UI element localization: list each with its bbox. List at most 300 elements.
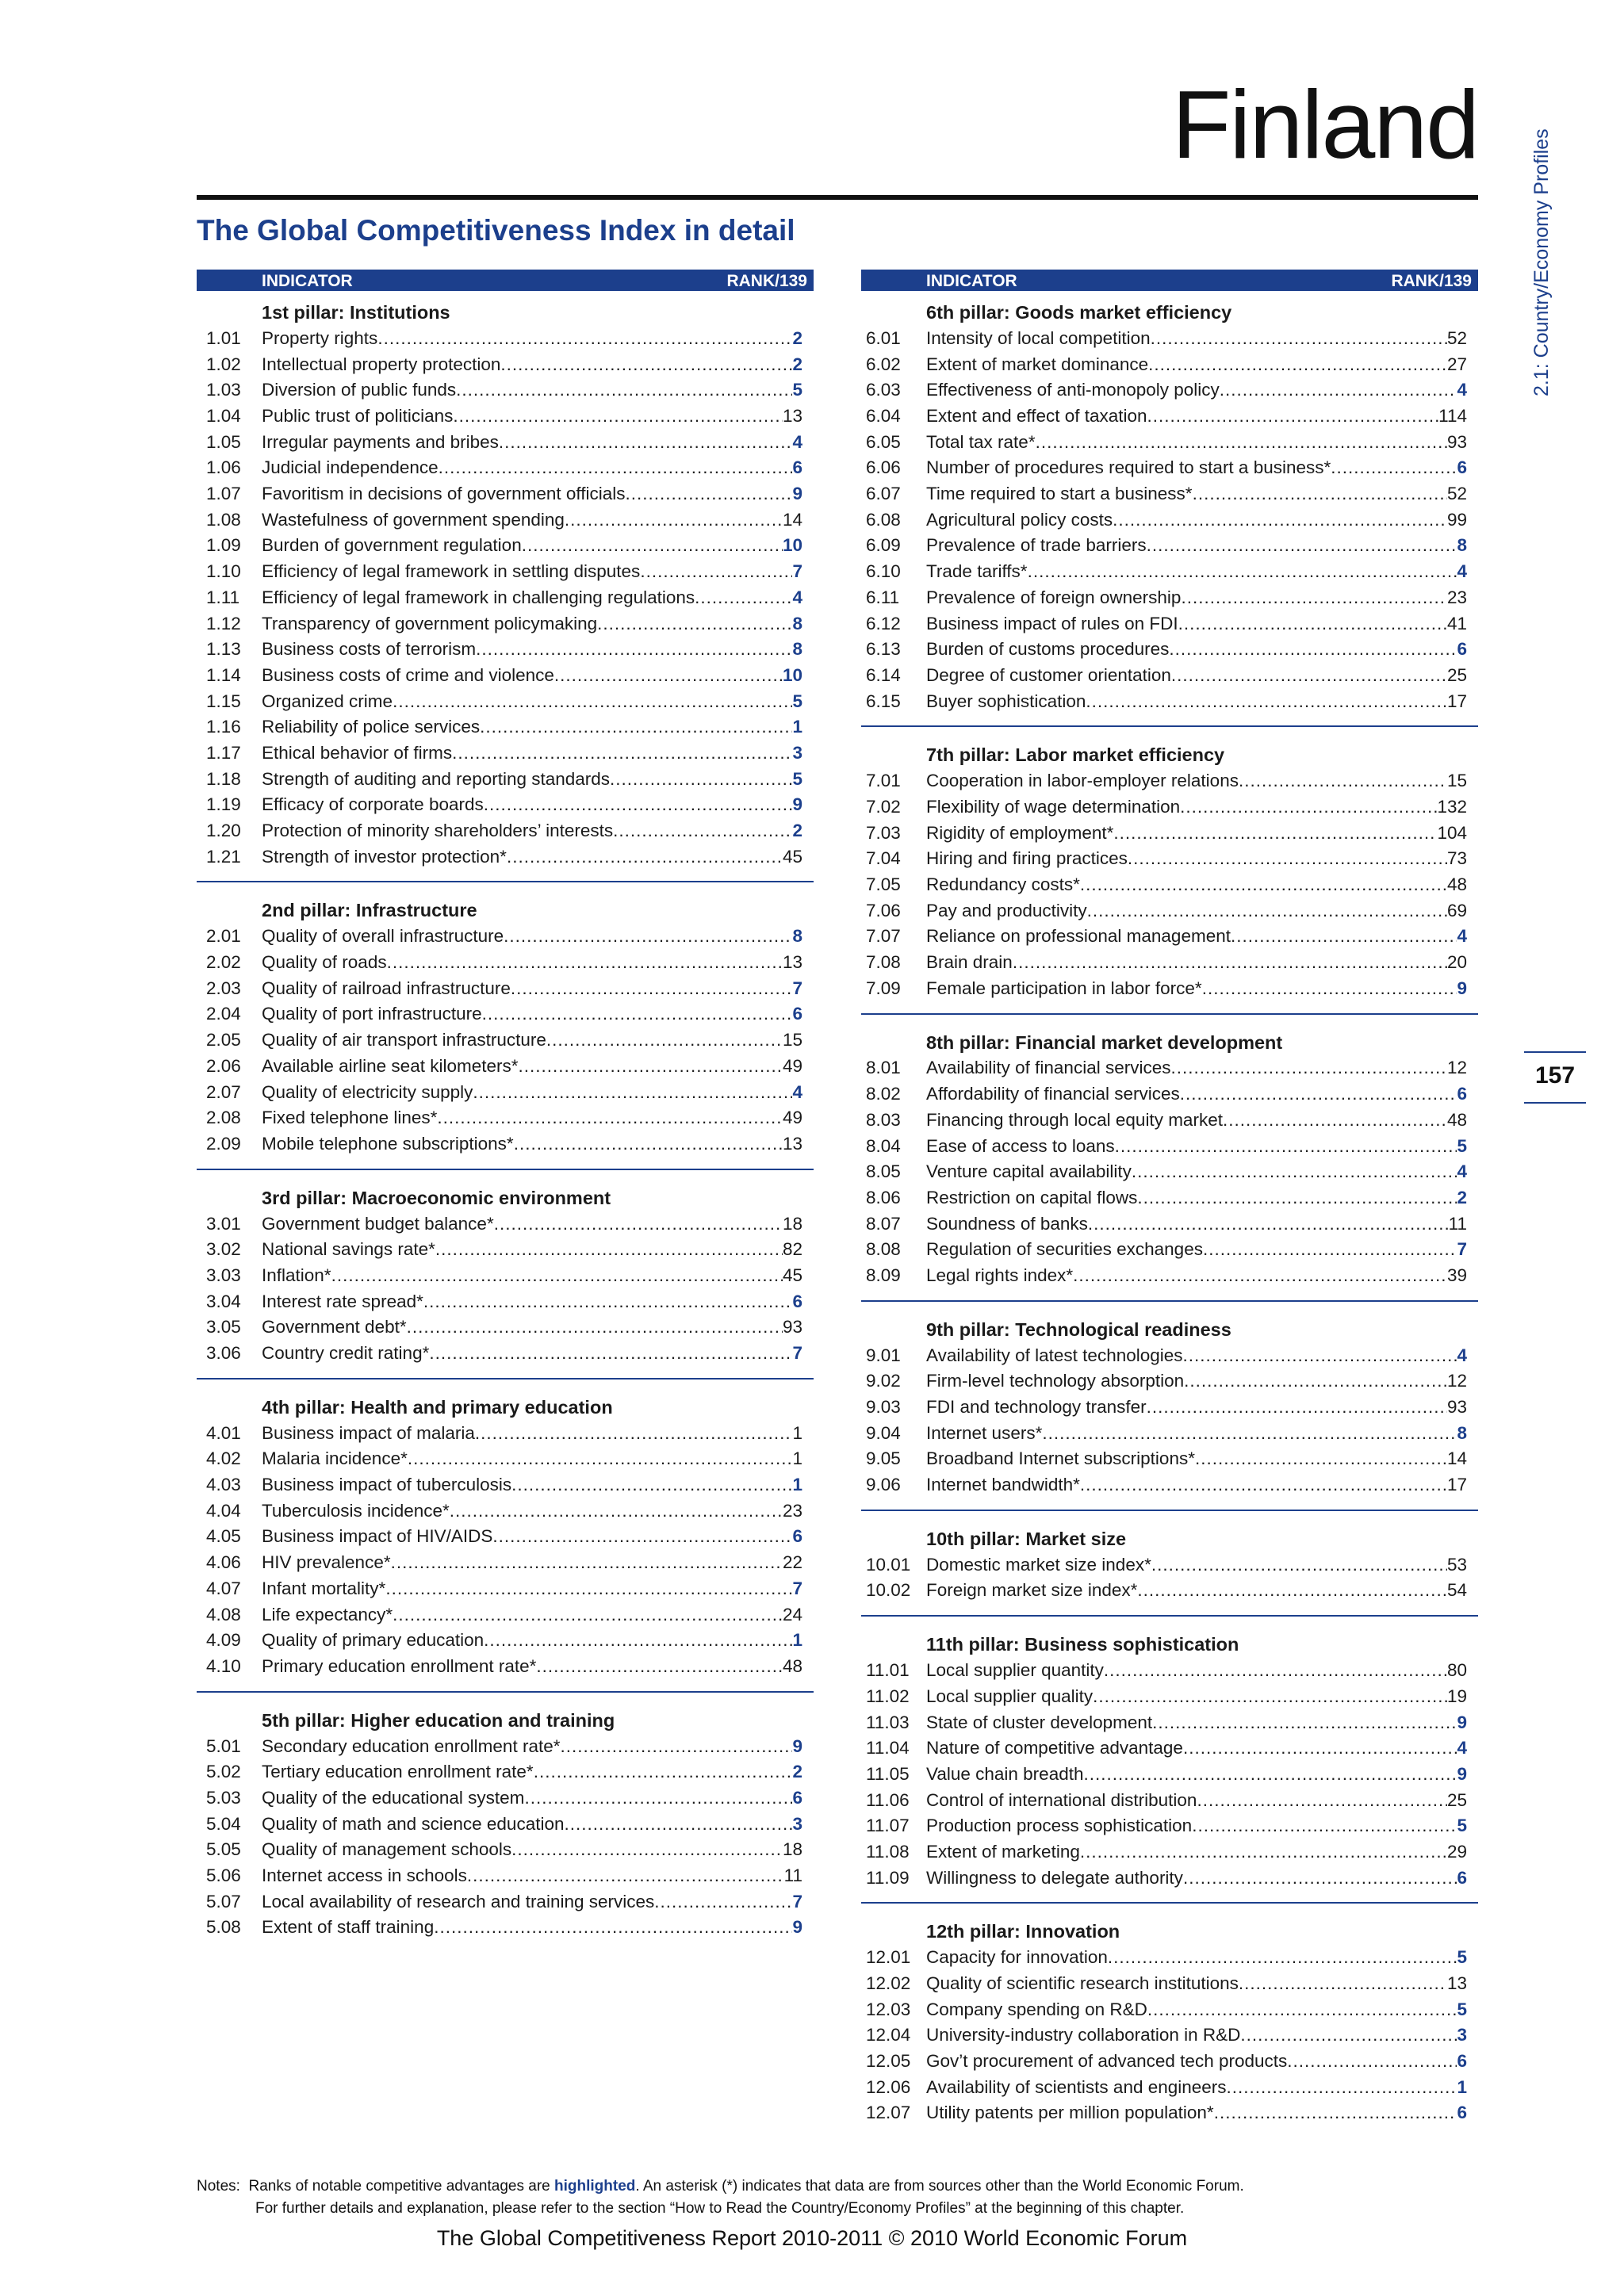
indicator-row: [197, 1002, 814, 1028]
dot-leader: [456, 377, 792, 404]
indicator-row: [197, 844, 814, 871]
indicator-name: Local supplier quantity: [926, 1660, 1104, 1681]
indicator-name: Willingness to delegate authority: [926, 1867, 1183, 1888]
indicator-rank: 41: [1446, 613, 1467, 633]
indicator-row: [197, 1525, 814, 1551]
dot-leader: [1147, 1997, 1457, 2023]
indicator-name: Pay and productivity: [926, 900, 1087, 920]
indicator-rank: 7: [792, 1343, 802, 1364]
indicator-number: 11.02: [866, 1686, 910, 1706]
indicator-name: Company spending on R&D: [926, 1999, 1147, 2019]
indicator-row: [861, 1578, 1478, 1605]
indicator-rank: 23: [782, 1500, 802, 1521]
indicator-number: 1.12: [206, 613, 241, 633]
indicator-number: 7.01: [866, 771, 901, 791]
indicator-rank: 53: [1446, 1554, 1467, 1575]
dot-leader: [1203, 1237, 1457, 1263]
indicator-rank: 6: [792, 1787, 802, 1808]
indicator-name: Time required to start a business*: [926, 484, 1193, 504]
indicator-rank: 13: [1446, 1973, 1467, 1994]
pillar-section: [861, 1510, 1478, 1604]
indicator-rank: 4: [792, 1081, 802, 1102]
indicator-rank: 6: [1457, 1084, 1467, 1104]
indicator-row: [861, 455, 1478, 481]
indicator-rank: 14: [782, 509, 802, 530]
indicator-number: 1.05: [206, 431, 241, 452]
indicator-number: 6.10: [866, 561, 901, 582]
indicator-rank: 17: [1446, 1475, 1467, 1495]
indicator-row: [197, 1080, 814, 1106]
dot-leader: [610, 767, 792, 793]
indicator-name: Value chain breadth: [926, 1763, 1084, 1784]
indicator-row: [861, 689, 1478, 715]
notes-text-pre: Ranks of notable competitive advantages are: [248, 2178, 550, 2195]
dot-leader: [1147, 1395, 1447, 1421]
indicator-row: [197, 1105, 814, 1131]
indicator-number: 5.05: [206, 1839, 241, 1860]
indicator-row: [861, 846, 1478, 872]
indicator-name: Business impact of malaria: [262, 1422, 475, 1443]
pillar-section: [861, 291, 1478, 714]
indicator-row: [861, 1159, 1478, 1185]
indicator-name: Local availability of research and training services: [262, 1891, 655, 1911]
indicator-row: [861, 2101, 1478, 2127]
dot-leader: [482, 1001, 793, 1027]
indicator-rank: 6: [792, 1004, 802, 1024]
dot-leader: [434, 1915, 792, 1941]
dot-leader: [1214, 2100, 1457, 2126]
header-rank: RANK/139: [726, 272, 807, 290]
page-footer: The Global Competitiveness Report 2010-2011 © 2010 World Economic Forum: [436, 2226, 1188, 2250]
page-number: 157: [1534, 1062, 1576, 1089]
indicator-row: [197, 689, 814, 715]
indicator-name: Utility patents per million population*: [926, 2103, 1214, 2123]
indicator-row: [197, 1628, 814, 1654]
dot-leader: [467, 1863, 784, 1889]
indicator-number: 6.06: [866, 457, 901, 478]
indicator-row: [197, 326, 814, 352]
indicator-rank: 29: [1446, 1841, 1467, 1862]
indicator-row: [861, 2022, 1478, 2049]
side-section-label-text: 2.1: Country/Economy Profiles: [1530, 128, 1553, 396]
dot-leader: [1181, 585, 1447, 611]
pillar-title: 5th pillar: Higher education and training: [262, 1709, 615, 1731]
indicator-name: Local supplier quality: [926, 1686, 1094, 1706]
indicator-number: 4.07: [206, 1578, 241, 1598]
indicator-rank: 9: [792, 1917, 802, 1938]
indicator-row: [861, 430, 1478, 456]
indicator-name: Intensity of local competition: [926, 327, 1151, 348]
indicator-row: [197, 637, 814, 663]
dot-leader: [1223, 1108, 1447, 1134]
dot-leader: [1193, 481, 1447, 507]
dot-leader: [1073, 1263, 1447, 1289]
dot-leader: [560, 1734, 792, 1760]
indicator-number: 12.07: [866, 2103, 911, 2123]
indicator-row: [197, 1314, 814, 1341]
indicator-number: 9.04: [866, 1422, 901, 1443]
indicator-name: Life expectancy*: [262, 1604, 393, 1624]
indicator-number: 6.07: [866, 484, 901, 504]
indicator-number: 1.03: [206, 380, 241, 400]
indicator-number: 1.07: [206, 484, 241, 504]
indicator-row: [197, 1237, 814, 1263]
dot-leader: [475, 1421, 793, 1447]
indicator-row: [861, 872, 1478, 898]
indicator-number: 6.11: [866, 587, 900, 607]
indicator-name: Internet users*: [926, 1422, 1043, 1443]
indicator-number: 2.09: [206, 1133, 241, 1154]
dot-leader: [1080, 1839, 1447, 1866]
indicator-number: 4.09: [206, 1630, 241, 1651]
indicator-name: Quality of primary education: [262, 1630, 485, 1651]
pillar-section: [197, 1378, 814, 1680]
dot-leader: [1180, 794, 1437, 821]
indicator-row: [197, 1446, 814, 1472]
indicator-rank: 114: [1438, 406, 1467, 427]
dot-leader: [1028, 559, 1457, 585]
dot-leader: [1170, 1055, 1446, 1081]
indicator-name: Secondary education enrollment rate*: [262, 1735, 561, 1756]
indicator-rank: 12: [1446, 1371, 1467, 1391]
column-header: [861, 270, 1478, 291]
indicator-rank: 4: [792, 431, 802, 452]
indicator-row: [861, 1813, 1478, 1839]
indicator-row: [861, 1343, 1478, 1369]
indicator-number: 5.02: [206, 1762, 241, 1782]
indicator-row: [197, 714, 814, 740]
indicator-name: Cooperation in labor-employer relations: [926, 771, 1239, 791]
indicator-row: [861, 1421, 1478, 1447]
indicator-rank: 13: [782, 952, 802, 973]
indicator-number: 6.08: [866, 509, 901, 530]
indicator-rank: 82: [782, 1239, 802, 1260]
indicator-name: Efficiency of legal framework in challenging regulations: [262, 587, 695, 607]
indicator-rank: 8: [792, 613, 802, 633]
indicator-row: [197, 430, 814, 456]
indicator-name: Quality of scientific research institutions: [926, 1973, 1239, 1994]
indicator-number: 8.08: [866, 1239, 901, 1260]
pillar-title: 10th pillar: Market size: [926, 1528, 1127, 1549]
indicator-name: Business impact of rules on FDI: [926, 613, 1178, 633]
indicator-row: [861, 481, 1478, 507]
indicator-row: [197, 1289, 814, 1315]
indicator-name: Government debt*: [262, 1317, 407, 1337]
indicator-name: Nature of competitive advantage: [926, 1738, 1183, 1758]
pillar-title: 11th pillar: Business sophistication: [926, 1634, 1239, 1655]
indicator-row: [861, 663, 1478, 689]
indicator-row: [861, 1134, 1478, 1160]
dot-leader: [1083, 1762, 1457, 1788]
indicator-rank: 2: [792, 821, 802, 841]
indicator-name: Quality of the educational system: [262, 1787, 525, 1808]
dot-leader: [1197, 1788, 1447, 1814]
dot-leader: [1183, 1735, 1457, 1762]
indicator-number: 11.03: [866, 1712, 910, 1732]
indicator-number: 4.10: [206, 1655, 241, 1676]
indicator-name: Broadband Internet subscriptions*: [926, 1448, 1195, 1469]
indicator-row: [861, 1971, 1478, 1997]
indicator-name: Internet bandwidth*: [926, 1475, 1080, 1495]
dot-leader: [439, 455, 793, 481]
indicator-number: 7.03: [866, 822, 901, 843]
indicator-rank: 93: [782, 1317, 802, 1337]
indicator-row: [861, 326, 1478, 352]
indicator-rank: 104: [1437, 822, 1467, 843]
indicator-rank: 7: [792, 978, 802, 998]
side-section-label: [1526, 95, 1557, 396]
pillar-section: [861, 1300, 1478, 1498]
indicator-row: [861, 404, 1478, 430]
indicator-rank: 6: [1457, 2103, 1467, 2123]
indicator-row: [861, 1237, 1478, 1263]
indicator-rank: 15: [1446, 771, 1467, 791]
indicator-rank: 7: [792, 1891, 802, 1911]
dot-leader: [1113, 821, 1437, 847]
dot-leader: [565, 507, 783, 534]
indicator-rank: 5: [792, 691, 802, 711]
indicator-name: Foreign market size index*: [926, 1580, 1138, 1601]
notes: [197, 2175, 1244, 2220]
indicator-number: 4.03: [206, 1475, 241, 1495]
indicator-rank: 8: [792, 639, 802, 660]
indicator-row: [197, 1550, 814, 1576]
dot-leader: [546, 1027, 783, 1054]
indicator-rank: 73: [1446, 848, 1467, 869]
dot-leader: [452, 740, 792, 767]
indicator-row: [197, 663, 814, 689]
indicator-name: Quality of roads: [262, 952, 387, 973]
indicator-name: Efficiency of legal framework in settling disputes: [262, 561, 641, 582]
indicator-name: Judicial independence: [262, 457, 439, 478]
dot-leader: [423, 1289, 793, 1315]
indicator-rank: 4: [1457, 926, 1467, 947]
indicator-number: 6.04: [866, 406, 901, 427]
indicator-row: [197, 1759, 814, 1785]
header-rank: RANK/139: [1391, 272, 1472, 290]
indicator-number: 7.07: [866, 926, 901, 947]
indicator-number: 5.01: [206, 1735, 241, 1756]
indicator-name: Inflation*: [262, 1265, 331, 1285]
indicator-name: HIV prevalence*: [262, 1552, 391, 1573]
indicator-number: 8.02: [866, 1084, 901, 1104]
indicator-number: 11.09: [866, 1867, 910, 1888]
dot-leader: [391, 1550, 783, 1576]
dot-leader: [1178, 611, 1447, 637]
indicator-number: 1.04: [206, 406, 241, 427]
dot-leader: [377, 326, 792, 352]
indicator-rank: 4: [1457, 380, 1467, 400]
indicator-number: 7.06: [866, 900, 901, 920]
indicator-row: [861, 1788, 1478, 1814]
column-header: [197, 270, 814, 291]
indicator-row: [861, 1081, 1478, 1108]
indicator-number: 8.03: [866, 1109, 901, 1130]
indicator-row: [861, 1056, 1478, 1082]
dot-leader: [524, 1785, 792, 1812]
indicator-number: 1.21: [206, 846, 241, 867]
indicator-name: Extent of staff training: [262, 1917, 435, 1938]
indicator-number: 11.01: [866, 1660, 910, 1681]
indicator-name: FDI and technology transfer: [926, 1397, 1147, 1418]
indicator-number: 7.02: [866, 796, 901, 817]
indicator-name: Quality of railroad infrastructure: [262, 978, 511, 998]
pillar-title: 12th pillar: Innovation: [926, 1921, 1120, 1942]
indicator-number: 9.01: [866, 1345, 901, 1365]
indicator-number: 10.02: [866, 1580, 911, 1601]
indicator-row: [197, 1889, 814, 1915]
indicator-number: 8.07: [866, 1213, 901, 1234]
country-title: Finland: [1171, 71, 1478, 178]
indicator-rank: 18: [782, 1839, 802, 1860]
indicator-rank: 1: [792, 1475, 802, 1495]
indicator-name: Venture capital availability: [926, 1161, 1132, 1182]
pillar-section: [197, 1691, 814, 1942]
indicator-number: 12.02: [866, 1973, 911, 1994]
indicator-rank: 9: [792, 794, 802, 815]
dot-leader: [1080, 1472, 1447, 1498]
dot-leader: [1104, 1658, 1447, 1684]
dot-leader: [492, 1524, 792, 1550]
indicator-name: Affordability of financial services: [926, 1084, 1180, 1104]
indicator-number: 1.11: [206, 587, 240, 607]
indicator-rank: 69: [1446, 900, 1467, 920]
indicator-number: 6.15: [866, 691, 901, 711]
dot-leader: [1183, 1866, 1457, 1892]
indicator-number: 9.06: [866, 1475, 901, 1495]
dot-leader: [331, 1263, 783, 1289]
indicator-number: 6.13: [866, 639, 901, 660]
indicator-rank: 22: [782, 1552, 802, 1573]
indicator-rank: 14: [1446, 1448, 1467, 1469]
indicator-rank: 5: [1457, 1947, 1467, 1968]
indicator-number: 1.10: [206, 561, 241, 582]
indicator-row: [197, 1734, 814, 1760]
indicator-rank: 11: [783, 1866, 802, 1886]
indicator-name: Availability of latest technologies: [926, 1345, 1183, 1365]
indicator-row: [861, 559, 1478, 585]
dot-leader: [564, 1812, 792, 1838]
indicator-rank: 1: [792, 1448, 802, 1469]
indicator-rank: 4: [1457, 561, 1467, 582]
indicator-number: 7.08: [866, 952, 901, 973]
indicator-row: [861, 950, 1478, 976]
indicator-name: Brain drain: [926, 952, 1013, 973]
indicator-row: [197, 740, 814, 767]
indicator-number: 12.04: [866, 2025, 911, 2045]
indicator-row: [861, 1762, 1478, 1788]
notes-label: Notes:: [197, 2178, 240, 2195]
indicator-row: [197, 1027, 814, 1054]
indicator-name: Property rights: [262, 327, 378, 348]
indicator-row: [861, 1185, 1478, 1211]
dot-leader: [1036, 430, 1447, 456]
indicator-number: 2.08: [206, 1108, 241, 1128]
indicator-number: 7.09: [866, 978, 901, 998]
indicator-number: 12.01: [866, 1947, 911, 1968]
dot-leader: [1152, 1710, 1457, 1736]
dot-leader: [1148, 352, 1447, 378]
indicator-name: Business costs of terrorism: [262, 639, 477, 660]
dot-leader: [1202, 976, 1457, 1002]
indicator-name: Degree of customer orientation: [926, 664, 1171, 685]
pillar-title: 3rd pillar: Macroeconomic environment: [262, 1187, 611, 1208]
indicator-number: 1.14: [206, 664, 241, 685]
dot-leader: [1137, 1578, 1447, 1604]
indicator-row: [197, 507, 814, 534]
pillar-title: 7th pillar: Labor market efficiency: [926, 744, 1225, 766]
indicator-rank: 49: [782, 1108, 802, 1128]
notes-text-post: . An asterisk (*) indicates that data are from sources other than the World Economic Forum.: [635, 2178, 1244, 2195]
indicator-number: 5.08: [206, 1917, 241, 1938]
dot-leader: [1147, 533, 1457, 559]
indicator-name: Redundancy costs*: [926, 874, 1080, 895]
indicator-number: 1.02: [206, 354, 241, 374]
indicator-name: Malaria incidence*: [262, 1448, 408, 1469]
indicator-rank: 5: [1457, 1135, 1467, 1156]
indicator-rank: 24: [782, 1604, 802, 1624]
indicator-row: [197, 559, 814, 585]
header-indicator: INDICATOR: [262, 272, 353, 290]
indicator-rank: 132: [1437, 796, 1467, 817]
indicator-row: [861, 377, 1478, 404]
indicator-row: [861, 1945, 1478, 1971]
indicator-number: 1.16: [206, 717, 241, 737]
indicator-rank: 13: [782, 1133, 802, 1154]
indicator-name: Business impact of HIV/AIDS: [262, 1526, 493, 1547]
indicator-row: [197, 1863, 814, 1889]
indicator-number: 2.01: [206, 926, 241, 947]
indicator-row: [197, 767, 814, 793]
indicator-name: Number of procedures required to start a business*: [926, 457, 1331, 478]
dot-leader: [1115, 1134, 1457, 1160]
indicator-rank: 19: [1446, 1686, 1467, 1706]
indicator-row: [861, 768, 1478, 794]
indicator-number: 3.01: [206, 1213, 241, 1234]
indicator-name: Prevalence of foreign ownership: [926, 587, 1182, 607]
indicator-name: Organized crime: [262, 691, 393, 711]
indicator-rank: 5: [1457, 1816, 1467, 1836]
dot-leader: [1227, 2075, 1457, 2101]
page-number-box: [1524, 1051, 1586, 1104]
indicator-rank: 18: [782, 1213, 802, 1234]
dot-leader: [1331, 455, 1457, 481]
indicator-name: Availability of financial services: [926, 1058, 1171, 1078]
indicator-name: Quality of electricity supply: [262, 1081, 473, 1102]
dot-leader: [1137, 1185, 1457, 1211]
dot-leader: [476, 637, 792, 663]
indicator-rank: 39: [1446, 1265, 1467, 1285]
indicator-rank: 7: [792, 1578, 802, 1598]
dot-leader: [453, 404, 783, 430]
indicator-rank: 7: [792, 561, 802, 582]
indicator-number: 11.06: [866, 1789, 910, 1810]
dot-leader: [494, 1211, 783, 1238]
indicator-name: Quality of management schools: [262, 1839, 512, 1860]
indicator-name: Quality of math and science education: [262, 1813, 565, 1834]
indicator-rank: 10: [782, 664, 802, 685]
indicator-number: 1.18: [206, 768, 241, 789]
indicator-number: 4.02: [206, 1448, 241, 1469]
indicator-rank: 15: [782, 1030, 802, 1050]
indicator-rank: 4: [792, 587, 802, 607]
indicator-rank: 5: [1457, 1999, 1467, 2019]
indicator-name: Regulation of securities exchanges: [926, 1239, 1203, 1260]
dot-leader: [484, 1628, 792, 1654]
indicator-name: Firm-level technology absorption: [926, 1371, 1185, 1391]
indicator-row: [197, 455, 814, 481]
dot-leader: [1108, 1945, 1457, 1971]
